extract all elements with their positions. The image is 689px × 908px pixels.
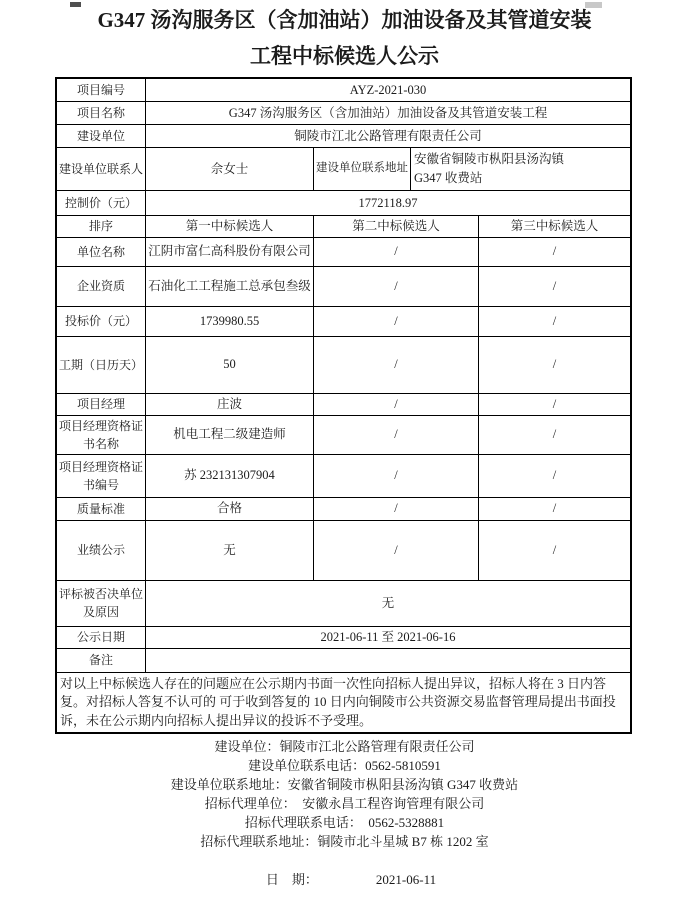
candidate-1-cell: 庄波 [145,394,313,415]
row-label: 项目经理 [76,397,125,412]
candidate-3-cell: / [478,394,630,415]
footer-date [0,851,689,908]
candidate-1-cell: 机电工程二级建造师 [145,416,313,454]
address-line-1: 安徽省铜陵市枞阳县汤沟镇 [414,151,565,166]
table-row-owner [57,124,630,147]
row-label: 建设单位联系人 [59,162,144,176]
footer-agency-phone: 招标代理联系电话： 0562-5328881 [244,815,445,830]
title-line-2: 工程中标候选人公示 [250,44,439,68]
contact-address-value [410,148,630,190]
address-line-2: G347 收费站 [414,171,483,185]
table-row-bid-price [57,306,630,336]
title-line-1: G347 汤沟服务区（含加油站）加油设备及其管道安装 [97,8,592,32]
table-row-objection-note [57,672,630,733]
row-label: 评标被否决单位及原因 [59,587,144,619]
candidate-2-cell: / [313,416,478,454]
table-row-qualification [57,266,630,306]
row-label: 公示日期 [76,630,125,644]
objection-note: 对以上中标候选人存在的问题应在公示期内书面一次性向招标人提出异议，招标人将在 3 日内答复。对招标人答复不认可的 可于收到答复的 10 日内向铜陵市公共资源交易监督管理局提出书面投诉，未在公示期内向招标人提出异议的投诉不予受理。 [60,675,616,728]
candidate-2-cell: / [313,307,478,336]
candidate-1-cell: 无 [145,521,313,580]
contact-name-value: 佘女士 [145,148,313,190]
table-row-publicity-date [57,626,630,648]
control-price-value: 1772118.97 [145,191,630,215]
contact-address-label: 建设单位联系地址 [313,148,410,190]
footer-owner-phone: 建设单位联系电话：0562-5810591 [248,758,441,773]
candidate-1-cell: 苏 232131307904 [145,455,313,497]
candidate-3-cell: / [478,416,630,454]
table-row-project-name [57,101,630,124]
announcement-table [55,77,632,734]
remark-value [145,649,630,672]
scan-artifact-right [585,2,602,8]
candidate-3-cell: / [478,498,630,520]
page-title [0,2,689,74]
footer-date-value: 2021-06-11 [375,872,437,887]
table-row-project-manager [57,393,630,415]
table-row-quality-standard [57,497,630,520]
candidate-3-cell: / [478,267,630,306]
row-label: 建设单位 [76,129,125,143]
footer-owner-address: 建设单位联系地址：安徽省铜陵市枞阳县汤沟镇 G347 收费站 [170,777,519,792]
row-label: 项目经理资格证书编号 [59,459,144,492]
candidate-2-cell: / [313,521,478,580]
table-row-rejected-bidders [57,580,630,626]
table-row-duration [57,336,630,393]
row-label: 企业资质 [76,279,125,294]
row-label: 项目经理资格证书名称 [59,418,144,451]
candidate-2-header: 第二中标候选人 [313,216,478,237]
table-row-certificate-no [57,454,630,497]
candidate-2-cell: / [313,498,478,520]
candidate-2-cell: / [313,267,478,306]
candidate-3-cell: / [478,455,630,497]
scan-artifact-left [70,2,81,7]
table-row-rank-header [57,215,630,237]
candidate-3-cell: / [478,238,630,266]
table-row-control-price [57,190,630,215]
row-label: 投标价（元） [64,314,137,329]
rejected-value: 无 [145,581,630,626]
candidate-3-cell: / [478,307,630,336]
row-label: 单位名称 [76,244,125,259]
candidate-2-cell: / [313,337,478,393]
footer-date-label: 日 期： [265,872,318,887]
table-row-contact [57,147,630,190]
table-row-certificate-name [57,415,630,454]
table-row-project-no [57,79,630,101]
footer-owner: 建设单位：铜陵市江北公路管理有限责任公司 [214,739,475,754]
row-label: 项目名称 [76,106,125,120]
candidate-1-cell: 江阴市富仁高科股份有限公司 [145,238,313,266]
candidate-3-cell: / [478,337,630,393]
row-label: 项目编号 [76,83,125,97]
candidate-2-cell: / [313,238,478,266]
footer [0,737,689,908]
footer-agency: 招标代理单位： 安徽永昌工程咨询管理有限公司 [204,796,485,811]
project-no-value: AYZ-2021-030 [145,79,630,101]
announcement-page [0,2,689,887]
row-label: 控制价（元） [64,196,137,210]
candidate-1-header: 第一中标候选人 [145,216,313,237]
row-label: 质量标准 [76,501,125,516]
publicity-date-value: 2021-06-11 至 2021-06-16 [145,627,630,648]
table-row-performance [57,520,630,580]
candidate-3-header: 第三中标候选人 [478,216,630,237]
footer-agency-address: 招标代理联系地址：铜陵市北斗星城 B7 栋 1202 室 [200,834,489,849]
candidate-2-cell: / [313,455,478,497]
owner-value: 铜陵市江北公路管理有限责任公司 [145,125,630,147]
candidate-1-cell: 合格 [145,498,313,520]
candidate-1-cell: 石油化工工程施工总承包叁级 [145,267,313,306]
candidate-2-cell: / [313,394,478,415]
candidate-3-cell: / [478,521,630,580]
table-row-remark [57,648,630,672]
table-row-company-name [57,237,630,266]
project-name-value: G347 汤沟服务区（含加油站）加油设备及其管道安装工程 [145,102,630,124]
row-label: 工期（日历天） [59,357,144,372]
candidate-1-cell: 50 [145,337,313,393]
candidate-1-cell: 1739980.55 [145,307,313,336]
row-label: 业绩公示 [76,543,125,557]
row-label: 排序 [88,219,113,234]
row-label: 备注 [88,653,113,667]
